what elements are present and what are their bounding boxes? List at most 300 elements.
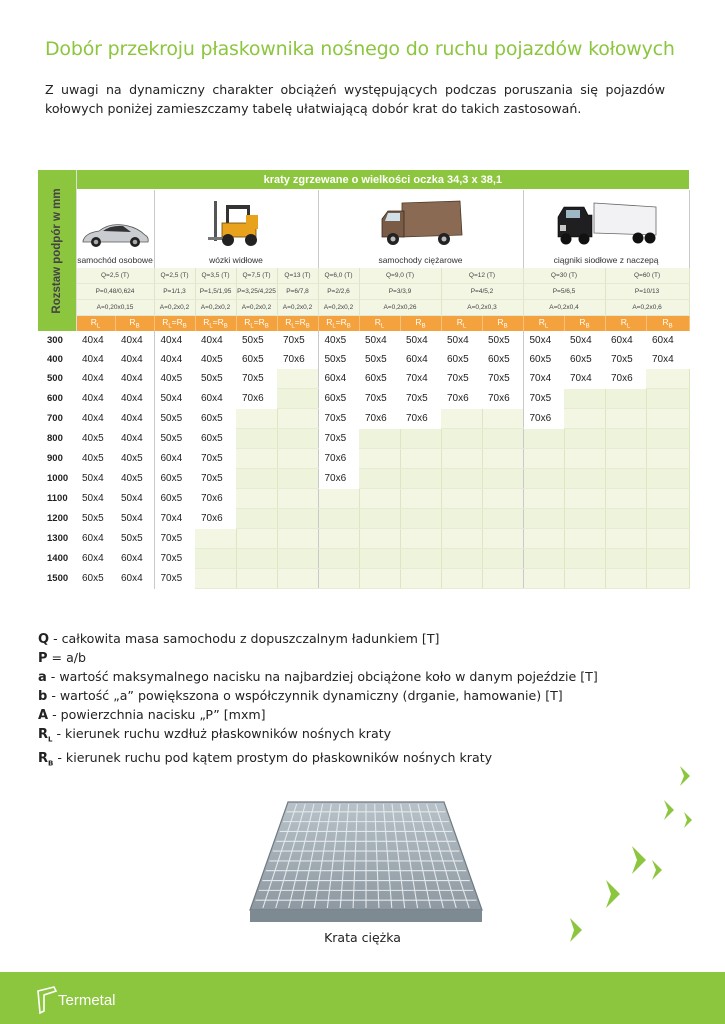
- legend-symbol-subscript: B: [48, 759, 54, 768]
- flatbar-size-cell: [646, 509, 689, 529]
- flatbar-size-cell: [441, 549, 482, 569]
- grating-image: [246, 798, 486, 926]
- flatbar-size-cell: [646, 549, 689, 569]
- flatbar-size-cell: [277, 509, 318, 529]
- table-row: [38, 389, 689, 409]
- flatbar-size-cell: [646, 569, 689, 589]
- flatbar-size-cell: [277, 529, 318, 549]
- table-row: [38, 429, 689, 449]
- flatbar-size-cell: 40x5: [115, 449, 154, 469]
- vehicle-forklift: [154, 190, 318, 269]
- flatbar-size-cell: [646, 409, 689, 429]
- legend-item: [38, 687, 698, 706]
- support-span-cell: 1200: [47, 513, 69, 524]
- direction-header-cell: $R_L$: [359, 316, 400, 332]
- flatbar-size-cell: [646, 449, 689, 469]
- flatbar-size-cell: [564, 569, 605, 589]
- flatbar-size-cell: [236, 549, 277, 569]
- flatbar-size-cell: [605, 449, 646, 469]
- flatbar-size-cell: [482, 429, 523, 449]
- flatbar-size-cell: [646, 489, 689, 509]
- flatbar-size-cell: 50x5: [365, 354, 387, 365]
- flatbar-size-cell: 60x4: [652, 335, 674, 346]
- flatbar-size-cell: 70x6: [406, 413, 428, 424]
- flatbar-size-cell: [482, 529, 523, 549]
- direction-header-cell: $R_B$: [646, 316, 689, 332]
- flatbar-size-cell: 70x5: [160, 533, 183, 544]
- flatbar-size-cell: [277, 369, 318, 389]
- direction-header-cell: $R_B$: [115, 316, 154, 332]
- flatbar-size-cell: 70x5: [160, 553, 183, 564]
- table-row: [38, 569, 689, 589]
- flatbar-size-cell: 50x4: [447, 335, 469, 346]
- direction-header-cell: $R_L=R_B$: [154, 316, 195, 332]
- flatbar-size-cell: 70x4: [652, 354, 674, 365]
- direction-header-cell: $R_B$: [564, 316, 605, 332]
- flatbar-size-cell: 70x5: [482, 369, 523, 389]
- flatbar-size-cell: 70x6: [201, 513, 223, 524]
- flatbar-size-cell: 50x5: [324, 354, 347, 365]
- flatbar-size-cell: [236, 429, 277, 449]
- flatbar-size-cell: [236, 489, 277, 509]
- vehicle-car: [76, 190, 154, 269]
- flatbar-size-cell: [523, 469, 564, 489]
- direction-header-cell: $R_L=R_B$: [195, 316, 236, 332]
- p-spec-cell: P=0,48/0,624: [76, 284, 154, 300]
- flatbar-size-cell: [400, 469, 441, 489]
- flatbar-size-cell: [646, 429, 689, 449]
- flatbar-size-cell: [400, 529, 441, 549]
- support-span-cell: 900: [47, 453, 63, 464]
- table-row: [38, 449, 689, 469]
- support-span-cell: 700: [47, 413, 63, 424]
- flatbar-size-cell: 40x4: [82, 393, 104, 404]
- flatbar-size-cell: [400, 449, 441, 469]
- flatbar-size-cell: [564, 549, 605, 569]
- car-icon: [79, 219, 151, 249]
- selection-table: [38, 170, 689, 589]
- flatbar-size-cell: [523, 489, 564, 509]
- flatbar-size-cell: 70x6: [324, 473, 347, 484]
- legend-item: [38, 649, 698, 668]
- flatbar-size-cell: [523, 509, 564, 529]
- page-title: Dobór przekroju płaskownika nośnego do ruchu pojazdów kołowych: [45, 38, 675, 60]
- flatbar-size-cell: 70x6: [447, 393, 469, 404]
- legend-symbol: b: [38, 689, 48, 704]
- flatbar-size-cell: [277, 489, 318, 509]
- flatbar-size-cell: [523, 569, 564, 589]
- legend-symbol: P: [38, 651, 48, 666]
- flatbar-size-cell: 40x4: [82, 335, 104, 346]
- semi-truck-icon: [554, 201, 658, 249]
- legend-symbol: R: [38, 750, 49, 766]
- p-spec-cell: P=6/7,8: [277, 284, 318, 300]
- legend-text: - wartość „a” powiększona o współczynnik dynamiczny (drganie, hamowanie) [T]: [47, 688, 563, 703]
- flatbar-size-cell: [318, 569, 359, 589]
- flatbar-size-cell: [400, 429, 441, 449]
- flatbar-size-cell: [400, 489, 441, 509]
- q-spec-cell: Q=2,5 (T): [76, 268, 154, 284]
- flatbar-size-cell: [564, 409, 605, 429]
- flatbar-size-cell: [277, 549, 318, 569]
- table-row: [38, 549, 689, 569]
- q-spec-cell: Q=2,5 (T): [154, 268, 195, 284]
- flatbar-size-cell: [236, 509, 277, 529]
- flatbar-size-cell: 60x4: [115, 569, 154, 589]
- intro-paragraph: Z uwagi na dynamiczny charakter obciążeń występujących podczas poruszania się pojazdów kołowych poniżej zamieszczamy tabelę ułatwiającą dobór krat do takich zastosowań.: [45, 82, 665, 116]
- a-spec-cell: A=0,2x0,3: [441, 300, 523, 316]
- flatbar-size-cell: [236, 409, 277, 429]
- flatbar-size-cell: [605, 469, 646, 489]
- support-span-cell: 600: [47, 393, 63, 404]
- flatbar-size-cell: 50x5: [482, 331, 523, 350]
- flatbar-size-cell: 50x5: [160, 433, 183, 444]
- flatbar-size-cell: 70x5: [201, 453, 223, 464]
- flatbar-size-cell: 70x6: [482, 389, 523, 409]
- flatbar-size-cell: 50x4: [115, 489, 154, 509]
- legend-symbol: A: [38, 708, 49, 723]
- flatbar-size-cell: 50x5: [82, 513, 104, 524]
- flatbar-size-cell: [646, 529, 689, 549]
- support-span-cell: 400: [47, 354, 63, 365]
- support-span-cell: 500: [47, 373, 63, 385]
- image-caption: Krata ciężka: [324, 930, 401, 945]
- flatbar-size-cell: [318, 489, 359, 509]
- flatbar-size-cell: [195, 529, 236, 549]
- flatbar-size-cell: [277, 389, 318, 409]
- flatbar-size-cell: 40x5: [82, 453, 104, 464]
- flatbar-size-cell: 60x5: [365, 373, 387, 385]
- flatbar-size-cell: [318, 549, 359, 569]
- flatbar-size-cell: 70x6: [324, 453, 347, 464]
- q-spec-cell: Q=7,5 (T): [236, 268, 277, 284]
- flatbar-size-cell: [482, 449, 523, 469]
- direction-header-cell: $R_L=R_B$: [277, 316, 318, 332]
- flatbar-size-cell: [318, 509, 359, 529]
- direction-header-cell: $R_L$: [605, 316, 646, 332]
- vehicle-label: samochody ciężarowe: [378, 255, 463, 265]
- flatbar-size-cell: 50x4: [570, 335, 592, 346]
- vehicle-label: ciągniki siodłowe z naczepą: [553, 255, 659, 265]
- flatbar-size-cell: 70x5: [324, 433, 347, 444]
- flatbar-size-cell: 60x5: [201, 413, 223, 424]
- flatbar-size-cell: 40x4: [160, 335, 183, 346]
- flatbar-size-cell: 70x5: [529, 393, 552, 404]
- flatbar-size-cell: 50x4: [160, 393, 183, 404]
- flatbar-size-cell: 70x5: [611, 354, 633, 365]
- flatbar-size-cell: [441, 409, 482, 429]
- flatbar-size-cell: [359, 569, 400, 589]
- legend-symbol-subscript: L: [48, 735, 53, 744]
- flatbar-size-cell: [359, 509, 400, 529]
- q-spec-cell: Q=12 (T): [441, 268, 523, 284]
- flatbar-size-cell: 70x5: [324, 413, 347, 424]
- flatbar-size-cell: [482, 409, 523, 429]
- flatbar-size-cell: 70x6: [611, 373, 633, 385]
- q-spec-cell: Q=6,0 (T): [318, 268, 359, 284]
- flatbar-size-cell: 70x6: [529, 413, 552, 424]
- flatbar-size-cell: [646, 369, 689, 389]
- legend-item: [38, 706, 698, 725]
- flatbar-size-cell: [646, 469, 689, 489]
- direction-header-cell: $R_L$: [523, 316, 564, 332]
- flatbar-size-cell: [564, 429, 605, 449]
- flatbar-size-cell: 60x4: [115, 549, 154, 569]
- table-row: [38, 469, 689, 489]
- flatbar-size-cell: [359, 429, 400, 449]
- brand-name: Termetal: [58, 992, 116, 1009]
- flatbar-size-cell: 40x5: [324, 335, 347, 346]
- legend-text: - całkowita masa samochodu z dopuszczalnym ładunkiem [T]: [49, 631, 440, 646]
- flatbar-size-cell: [400, 549, 441, 569]
- p-spec-cell: P=4/5,2: [441, 284, 523, 300]
- flatbar-size-cell: [482, 469, 523, 489]
- table-row: [38, 409, 689, 429]
- truck-icon: [378, 199, 464, 249]
- flatbar-size-cell: 40x4: [160, 354, 183, 365]
- flatbar-size-cell: [236, 469, 277, 489]
- flatbar-size-cell: 70x5: [447, 373, 469, 385]
- legend-text: = a/b: [47, 650, 87, 665]
- support-span-cell: 1300: [47, 533, 69, 544]
- vehicle-semi-truck: [523, 190, 689, 269]
- table-row: [38, 489, 689, 509]
- flatbar-size-cell: 50x5: [160, 413, 183, 424]
- flatbar-size-cell: [441, 529, 482, 549]
- q-spec-cell: Q=60 (T): [605, 268, 689, 284]
- side-header: [38, 170, 76, 331]
- flatbar-size-cell: [318, 529, 359, 549]
- flatbar-size-cell: 40x4: [115, 350, 154, 369]
- flatbar-size-cell: 50x5: [242, 335, 264, 346]
- flatbar-size-cell: 60x5: [160, 473, 183, 484]
- table-row: [38, 509, 689, 529]
- a-spec-cell: A=0,2x0,6: [605, 300, 689, 316]
- flatbar-size-cell: [359, 529, 400, 549]
- flatbar-size-cell: [564, 389, 605, 409]
- flatbar-size-cell: 50x4: [365, 335, 387, 346]
- vehicle-truck: [318, 190, 523, 269]
- flatbar-size-cell: 60x4: [324, 373, 347, 385]
- table-row: [38, 350, 689, 369]
- a-spec-cell: A=0,2x0,4: [523, 300, 605, 316]
- vehicle-label: samochód osobowe: [77, 255, 153, 265]
- support-span-cell: 1500: [47, 573, 69, 584]
- flatbar-size-cell: 60x5: [447, 354, 469, 365]
- flatbar-size-cell: [482, 489, 523, 509]
- legend-text: - wartość maksymalnego nacisku na najbardziej obciążone koło w danym pojeździe [T]: [46, 669, 598, 684]
- p-spec-cell: P=1/1,3: [154, 284, 195, 300]
- flatbar-size-cell: 70x6: [242, 393, 264, 404]
- flatbar-size-cell: [277, 469, 318, 489]
- flatbar-size-cell: 40x5: [115, 469, 154, 489]
- flatbar-size-cell: 70x5: [406, 393, 428, 404]
- flatbar-size-cell: 50x5: [201, 373, 223, 385]
- direction-header-cell: $R_L$: [76, 316, 115, 332]
- flatbar-size-cell: [605, 569, 646, 589]
- q-spec-cell: Q=30 (T): [523, 268, 605, 284]
- direction-header-cell: $R_B$: [400, 316, 441, 332]
- p-spec-cell: P=5/6,5: [523, 284, 605, 300]
- flatbar-size-cell: 40x5: [160, 373, 183, 385]
- flatbar-size-cell: [482, 569, 523, 589]
- flatbar-size-cell: [441, 429, 482, 449]
- flatbar-size-cell: [359, 489, 400, 509]
- flatbar-size-cell: [564, 509, 605, 529]
- flatbar-size-cell: [441, 449, 482, 469]
- vehicle-label: wózki widłowe: [209, 255, 263, 265]
- flatbar-size-cell: [605, 389, 646, 409]
- legend: [38, 630, 698, 772]
- flatbar-size-cell: 70x6: [365, 413, 387, 424]
- side-label: Rozstaw podpór w mm: [50, 187, 63, 314]
- flatbar-size-cell: [400, 569, 441, 589]
- legend-text: - kierunek ruchu pod kątem prostym do płaskowników nośnych kraty: [53, 749, 493, 765]
- table-row: [38, 331, 689, 350]
- direction-header-cell: $R_B$: [482, 316, 523, 332]
- flatbar-size-cell: 70x5: [242, 373, 264, 385]
- flatbar-size-cell: [277, 449, 318, 469]
- p-spec-cell: P=3,25/4,225: [236, 284, 277, 300]
- flatbar-size-cell: 70x5: [160, 573, 183, 584]
- p-spec-cell: P=3/3,9: [359, 284, 441, 300]
- flatbar-size-cell: [482, 509, 523, 529]
- flatbar-size-cell: [195, 569, 236, 589]
- flatbar-size-cell: [441, 469, 482, 489]
- flatbar-size-cell: [564, 529, 605, 549]
- flatbar-size-cell: [482, 549, 523, 569]
- flatbar-size-cell: [605, 429, 646, 449]
- flatbar-size-cell: 60x5: [529, 354, 552, 365]
- support-span-cell: 1000: [47, 473, 69, 484]
- flatbar-size-cell: 70x4: [570, 373, 592, 385]
- flatbar-size-cell: [359, 549, 400, 569]
- flatbar-size-cell: [523, 549, 564, 569]
- flatbar-size-cell: [277, 569, 318, 589]
- flatbar-size-cell: 60x4: [611, 335, 633, 346]
- legend-item: [38, 725, 698, 749]
- flatbar-size-cell: 50x4: [82, 473, 104, 484]
- flatbar-size-cell: 50x4: [115, 509, 154, 529]
- flatbar-size-cell: 70x6: [201, 493, 223, 504]
- flatbar-size-cell: [236, 529, 277, 549]
- flatbar-size-cell: [400, 509, 441, 529]
- legend-text: - kierunek ruchu wzdłuż płaskowników nośnych kraty: [52, 726, 392, 741]
- flatbar-size-cell: [277, 429, 318, 449]
- flatbar-size-cell: [605, 409, 646, 429]
- legend-item: [38, 668, 698, 687]
- a-spec-cell: A=0,2x0,2: [277, 300, 318, 316]
- flatbar-size-cell: [359, 469, 400, 489]
- flatbar-size-cell: [605, 489, 646, 509]
- flatbar-size-cell: 60x5: [482, 350, 523, 369]
- flatbar-size-cell: [605, 509, 646, 529]
- flatbar-size-cell: 60x4: [160, 453, 183, 464]
- flatbar-size-cell: 60x4: [201, 393, 223, 404]
- flatbar-size-cell: 40x4: [115, 331, 154, 350]
- flatbar-size-cell: 40x4: [82, 354, 104, 365]
- p-spec-cell: P=10/13: [605, 284, 689, 300]
- flatbar-size-cell: 40x4: [115, 389, 154, 409]
- legend-symbol: Q: [38, 632, 50, 647]
- flatbar-size-cell: 60x5: [324, 393, 347, 404]
- flatbar-size-cell: 70x6: [277, 350, 318, 369]
- a-spec-cell: A=0,2x0,2: [195, 300, 236, 316]
- flatbar-size-cell: [605, 529, 646, 549]
- direction-header-cell: $R_L=R_B$: [318, 316, 359, 332]
- flatbar-size-cell: 40x5: [201, 354, 223, 365]
- flatbar-size-cell: 70x5: [201, 473, 223, 484]
- support-span-cell: 1400: [47, 553, 69, 564]
- legend-symbol: R: [38, 727, 49, 742]
- a-spec-cell: A=0,2x0,26: [359, 300, 441, 316]
- flatbar-size-cell: 60x5: [201, 433, 223, 444]
- forklift-icon: [206, 197, 266, 249]
- flatbar-size-cell: [564, 469, 605, 489]
- flatbar-size-cell: [441, 509, 482, 529]
- flatbar-size-cell: 70x4: [406, 373, 428, 385]
- support-span-cell: 300: [47, 335, 63, 346]
- a-spec-cell: A=0,2x0,2: [236, 300, 277, 316]
- flatbar-size-cell: [236, 569, 277, 589]
- support-span-cell: 800: [47, 433, 63, 444]
- flatbar-size-cell: [646, 389, 689, 409]
- a-spec-cell: A=0,2x0,2: [154, 300, 195, 316]
- flatbar-size-cell: [277, 409, 318, 429]
- flatbar-size-cell: [605, 549, 646, 569]
- flatbar-size-cell: 70x5: [365, 393, 387, 404]
- flatbar-size-cell: 60x4: [406, 354, 428, 365]
- flatbar-size-cell: 40x4: [115, 409, 154, 429]
- flatbar-size-cell: [195, 549, 236, 569]
- p-spec-cell: P=1,5/1,95: [195, 284, 236, 300]
- flatbar-size-cell: [441, 569, 482, 589]
- termetal-logo-icon: [36, 985, 58, 1015]
- a-spec-cell: A=0,2x0,2: [318, 300, 359, 316]
- flatbar-size-cell: [359, 449, 400, 469]
- flatbar-size-cell: [236, 449, 277, 469]
- direction-header-cell: $R_L=R_B$: [236, 316, 277, 332]
- direction-header-cell: $R_L$: [441, 316, 482, 332]
- flatbar-size-cell: 40x5: [82, 433, 104, 444]
- flatbar-size-cell: 70x4: [160, 513, 183, 524]
- flatbar-size-cell: 40x4: [115, 429, 154, 449]
- flatbar-size-cell: 40x4: [201, 335, 223, 346]
- flatbar-size-cell: 50x4: [406, 335, 428, 346]
- flatbar-size-cell: 40x4: [115, 369, 154, 389]
- flatbar-size-cell: 40x4: [82, 373, 104, 385]
- flatbar-size-cell: [523, 429, 564, 449]
- q-spec-cell: Q=9,0 (T): [359, 268, 441, 284]
- legend-text: - powierzchnia nacisku „P” [mxm]: [48, 707, 266, 722]
- flatbar-size-cell: 70x5: [277, 331, 318, 350]
- flatbar-size-cell: [523, 449, 564, 469]
- flatbar-size-cell: [564, 489, 605, 509]
- flatbar-size-cell: 60x5: [82, 573, 104, 584]
- flatbar-size-cell: 60x4: [82, 533, 104, 544]
- decorative-chevrons: [560, 760, 700, 950]
- flatbar-size-cell: [523, 529, 564, 549]
- q-spec-cell: Q=13 (T): [277, 268, 318, 284]
- flatbar-size-cell: [564, 449, 605, 469]
- flatbar-size-cell: 50x4: [529, 335, 552, 346]
- a-spec-cell: A=0,20x0,15: [76, 300, 154, 316]
- flatbar-size-cell: 60x4: [82, 553, 104, 564]
- flatbar-size-cell: 50x5: [115, 529, 154, 549]
- flatbar-size-cell: 50x4: [82, 493, 104, 504]
- q-spec-cell: Q=3,5 (T): [195, 268, 236, 284]
- p-spec-cell: P=2/2,6: [318, 284, 359, 300]
